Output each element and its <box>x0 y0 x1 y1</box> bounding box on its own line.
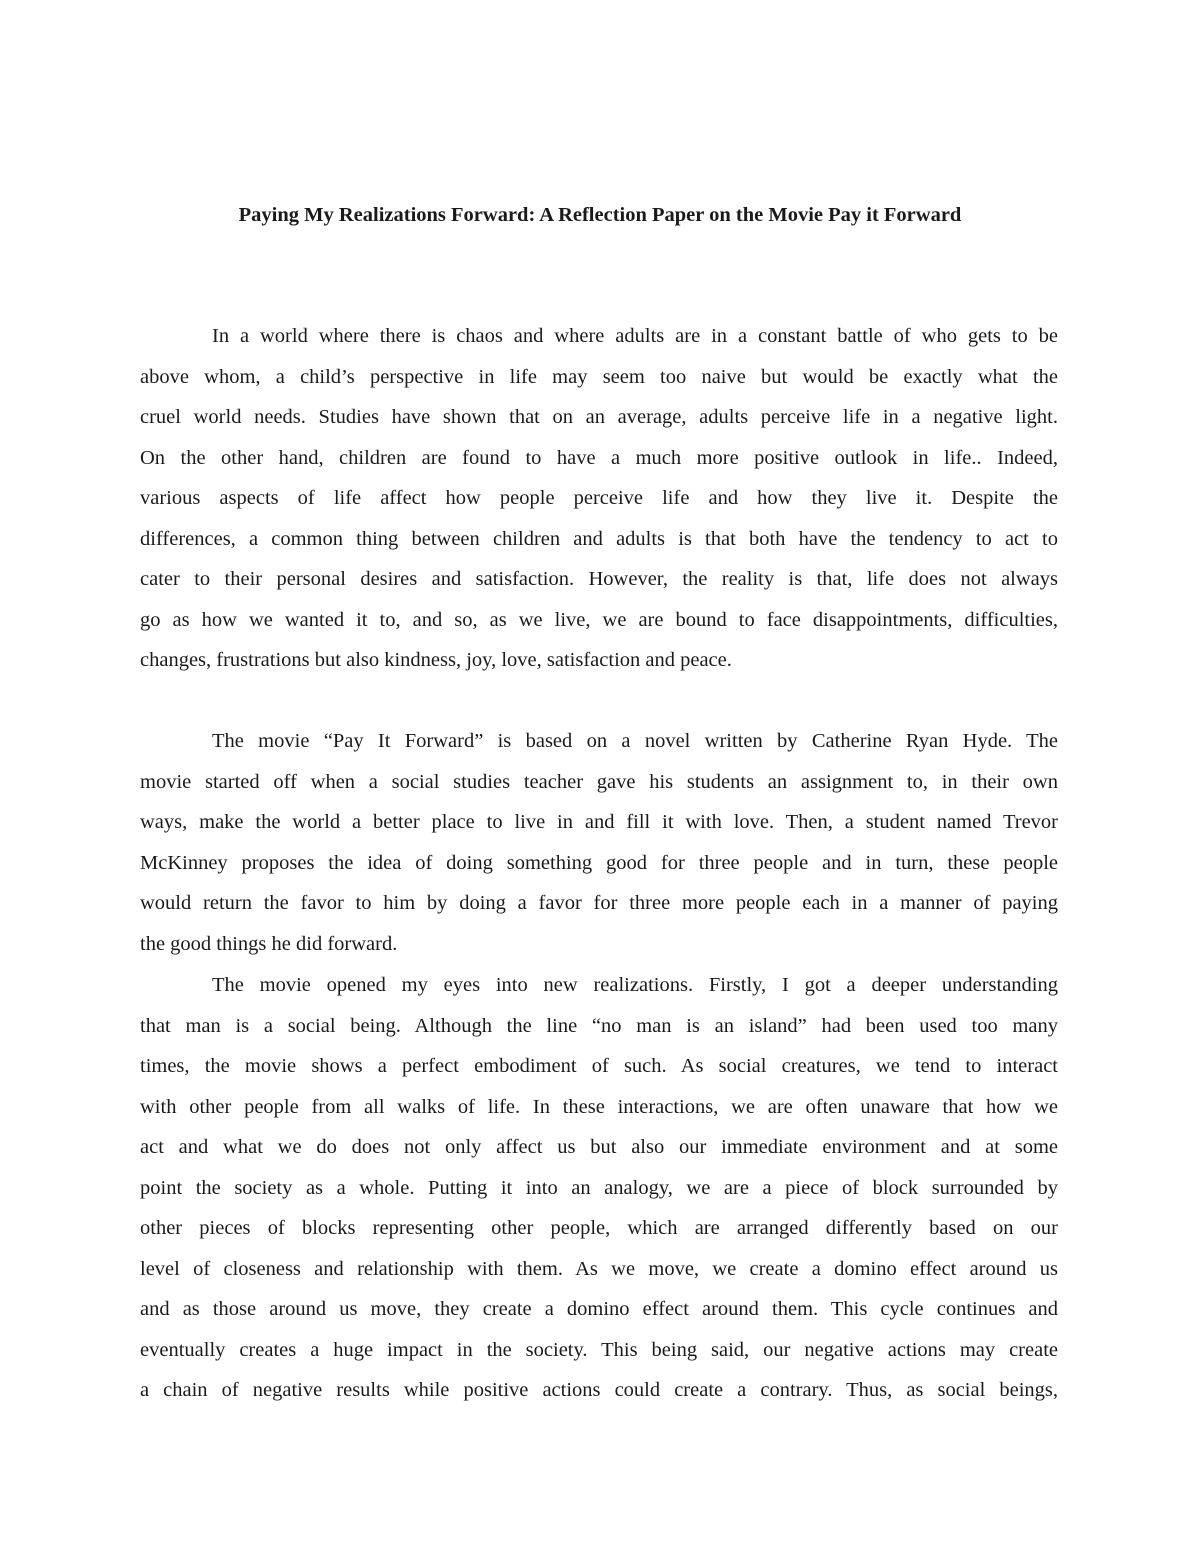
paragraph-line: would return the favor to him by doing a favor for three more people each in a manner of paying <box>140 892 1058 914</box>
paragraph-line: cruel world needs. Studies have shown that on an average, adults perceive life in a negative light. <box>140 406 1058 428</box>
paragraph-line: movie started off when a social studies teacher gave his students an assignment to, in their own <box>140 770 1058 793</box>
paragraph-line: level of closeness and relationship with them. As we move, we create a domino effect around us <box>140 1257 1058 1280</box>
paragraph-line: The movie “Pay It Forward” is based on a novel written by Catherine Ryan Hyde. The <box>212 730 1058 752</box>
paragraph-line: a chain of negative results while positive actions could create a contrary. Thus, as social beings, <box>140 1379 1058 1401</box>
paragraph-line: act and what we do does not only affect us but also our immediate environment and at some <box>140 1136 1058 1158</box>
paragraph-line: above whom, a child’s perspective in life may seem too naive but would be exactly what the <box>140 365 1058 388</box>
document-title: Paying My Realizations Forward: A Reflection Paper on the Movie Pay it Forward <box>238 204 962 226</box>
paragraph-line: The movie opened my eyes into new realizations. Firstly, I got a deeper understanding <box>212 974 1058 996</box>
paragraph-line: differences, a common thing between children and adults is that both have the tendency to act to <box>140 527 1058 550</box>
paragraph-line: go as how we wanted it to, and so, as we live, we are bound to face disappointments, difficulties, <box>140 608 1058 631</box>
paragraph-line: McKinney proposes the idea of doing something good for three people and in turn, these people <box>140 851 1058 874</box>
paragraph-1 <box>140 316 1058 681</box>
paragraph-line: ways, make the world a better place to live in and fill it with love. Then, a student named Trevor <box>140 811 1058 833</box>
paragraph-line: point the society as a whole. Putting it into an analogy, we are a piece of block surrounded by <box>140 1176 1058 1199</box>
paragraph-line: On the other hand, children are found to have a much more positive outlook in life.. Indeed, <box>140 446 1058 469</box>
paragraph-line: that man is a social being. Although the line “no man is an island” had been used too many <box>140 1014 1058 1037</box>
paragraph-line: changes, frustrations but also kindness, joy, love, satisfaction and peace. <box>140 649 732 671</box>
paragraph-line: In a world where there is chaos and where adults are in a constant battle of who gets to be <box>212 325 1058 347</box>
paragraph-line: the good things he did forward. <box>140 932 398 955</box>
paragraph-line: eventually creates a huge impact in the society. This being said, our negative actions may create <box>140 1338 1058 1361</box>
paragraph-line: times, the movie shows a perfect embodiment of such. As social creatures, we tend to interact <box>140 1055 1058 1077</box>
paragraph-line: cater to their personal desires and satisfaction. However, the reality is that, life does not always <box>140 568 1058 590</box>
paragraph-3 <box>140 965 1058 1411</box>
paragraph-line: various aspects of life affect how people perceive life and how they live it. Despite the <box>140 487 1058 509</box>
paragraph-line: other pieces of blocks representing other people, which are arranged differently based on our <box>140 1217 1058 1239</box>
paragraph-line: and as those around us move, they create a domino effect around them. This cycle continues and <box>140 1298 1058 1320</box>
paragraph-line: with other people from all walks of life. In these interactions, we are often unaware that how we <box>140 1095 1058 1118</box>
paragraph-2 <box>140 721 1058 964</box>
